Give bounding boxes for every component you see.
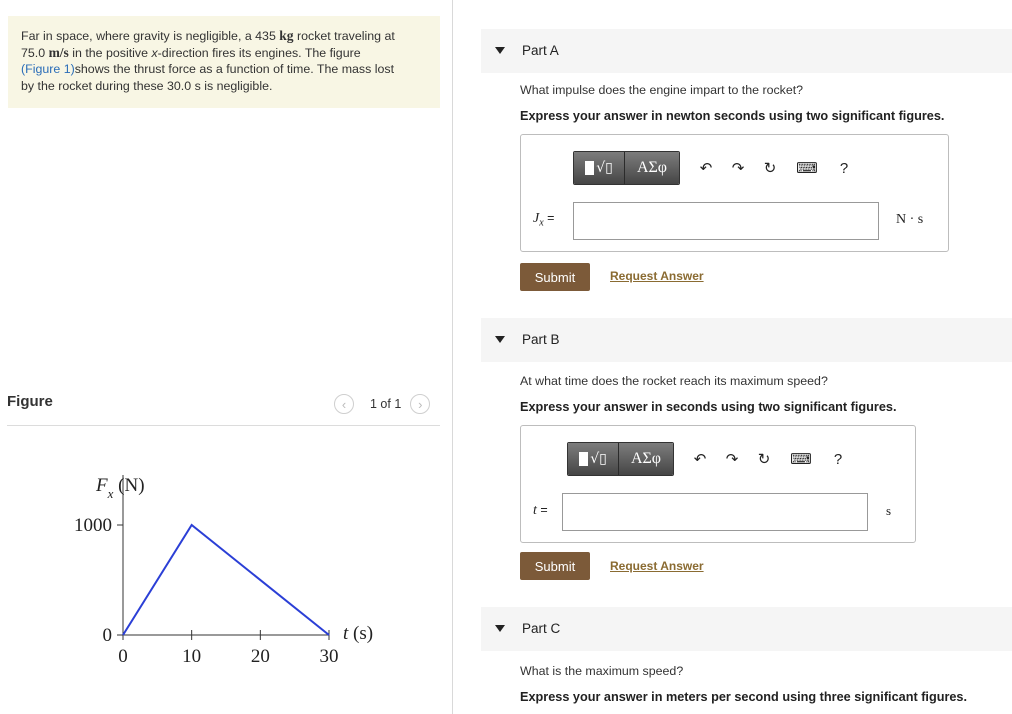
redo-icon[interactable]: ↷ [725,451,739,468]
part-b-instruction: Express your answer in seconds using two significant figures. [520,400,897,414]
part-b-title: Part B [522,332,560,347]
part-b-submit-button[interactable]: Submit [520,552,590,580]
part-a-unit: N · s [896,212,924,227]
part-c-question: What is the maximum speed? [520,664,684,678]
part-b-answer-input[interactable] [562,493,868,531]
math-template-group [567,442,674,476]
problem-text: by the rocket during these 30.0 s is negligible. [21,78,273,93]
part-c-header[interactable] [481,607,1012,651]
thrust-series-line [123,525,329,635]
chevron-left-icon[interactable]: ‹ [334,394,354,414]
part-a-question: What impulse does the engine impart to the rocket? [520,83,804,97]
x-axis-label: t (s) [343,623,374,644]
figure-link[interactable]: (Figure 1) [21,62,75,76]
x-tick-label: 20 [250,646,270,667]
problem-statement [8,16,440,108]
part-a-title: Part A [522,43,559,58]
problem-text: in the positive [68,45,152,60]
reset-icon[interactable]: ↻ [763,160,777,177]
part-a-request-answer-link[interactable]: Request Answer [610,269,704,283]
chevron-right-icon[interactable]: › [410,394,430,414]
part-b-answer-box [520,425,916,543]
reset-icon[interactable]: ↻ [757,451,771,468]
undo-icon[interactable]: ↶ [693,451,707,468]
problem-text: x [151,45,158,60]
column-divider [452,0,453,714]
collapse-triangle-icon[interactable] [495,625,505,632]
part-b-toolbar [567,442,854,476]
problem-text: 75.0 [21,45,49,60]
part-a-header[interactable] [481,29,1012,73]
y-axis-label: $F_x$ (N) [96,475,145,501]
keyboard-icon[interactable]: ⌨ [790,451,812,468]
part-b-question: At what time does the rocket reach its maximum speed? [520,374,828,388]
part-a-toolbar [573,151,860,185]
figure-divider [7,425,440,426]
template-sqrt-button[interactable]: √▯ [568,443,619,475]
part-a-answer-input[interactable] [573,202,879,240]
unit-ms: m/s [48,44,69,60]
collapse-triangle-icon[interactable] [495,336,505,343]
redo-icon[interactable]: ↷ [731,160,745,177]
x-tick-label: 30 [319,646,339,667]
x-tick-label: 10 [182,646,202,667]
figure-heading: Figure [7,393,53,410]
template-sqrt-button[interactable]: √▯ [574,152,625,184]
y-tick-label: 0 [102,625,112,646]
unit-kg: kg [279,28,294,43]
part-c-instruction: Express your answer in meters per second using three significant figures. [520,690,968,704]
math-template-group [573,151,680,185]
figure-pager [334,394,430,414]
thrust-chart [0,430,440,670]
y-tick-label: 1000 [74,515,112,536]
problem-text: shows the thrust force as a function of time. The mass lost [74,62,395,76]
part-b-variable-label: t = [533,503,548,518]
x-tick-label: 0 [118,646,128,667]
part-b-header[interactable] [481,318,1012,362]
part-a-submit-button[interactable]: Submit [520,263,590,291]
part-b-request-answer-link[interactable]: Request Answer [610,559,704,573]
help-icon[interactable]: ? [839,159,849,177]
greek-symbols-button[interactable]: ΑΣφ [625,152,679,184]
help-icon[interactable]: ? [833,450,843,468]
part-a-variable-label: $J_x$ = [533,211,555,229]
undo-icon[interactable]: ↶ [699,160,713,177]
problem-text: -direction fires its engines. The figure [157,45,361,60]
part-a-answer-box [520,134,949,252]
greek-symbols-button[interactable]: ΑΣφ [619,443,673,475]
part-b-unit: s [886,503,892,518]
keyboard-icon[interactable]: ⌨ [796,160,818,177]
part-c-title: Part C [522,621,561,636]
problem-text: Far in space, where gravity is negligible, a 435 [21,29,280,43]
pager-label: 1 of 1 [370,397,402,411]
collapse-triangle-icon[interactable] [495,47,505,54]
problem-text: rocket traveling at [293,29,395,43]
part-a-instruction: Express your answer in newton seconds using two significant figures. [520,109,945,123]
